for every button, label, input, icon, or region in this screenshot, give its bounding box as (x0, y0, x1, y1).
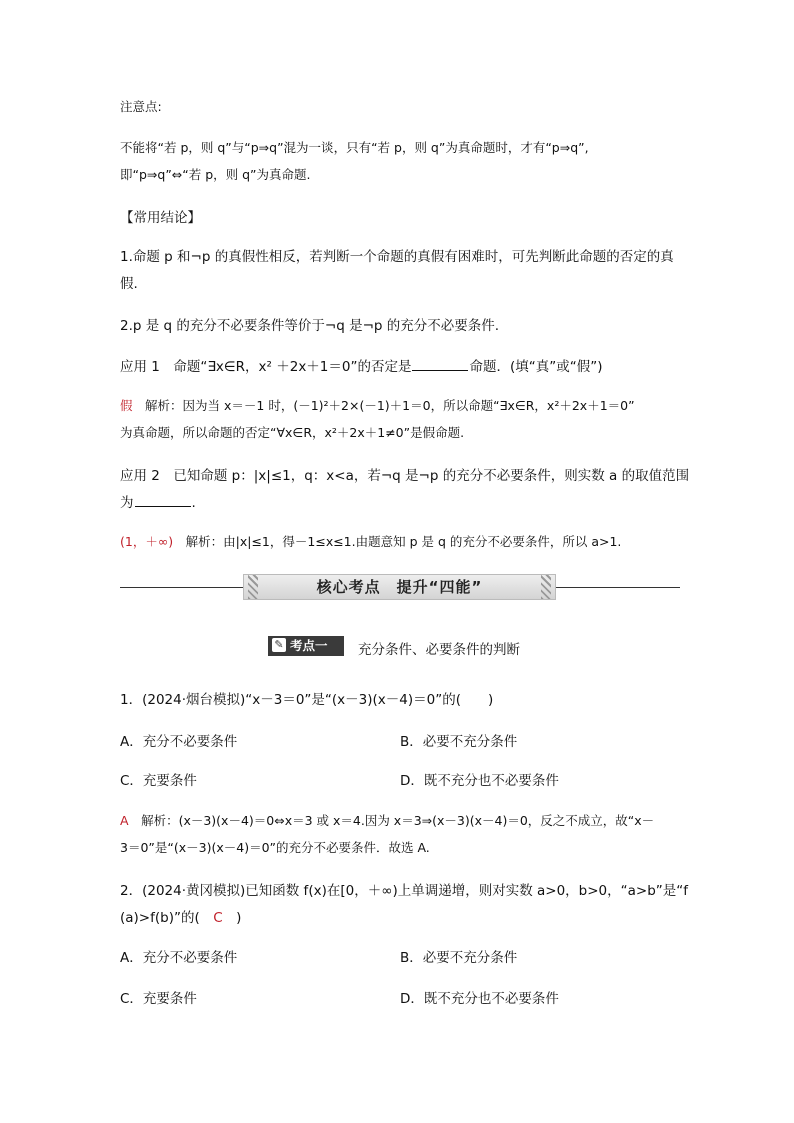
q2-stem-line-2 (120, 906, 241, 926)
section-title: 充分条件、必要条件的判断 (358, 642, 520, 658)
banner-stripe-left (248, 575, 258, 599)
q1-analysis-line-1 (120, 811, 654, 829)
q1-analysis-text: 解析：(x－3)(x－4)＝0⇔x＝3 或 x＝4.因为 x＝3⇒(x－3)(x－4)＝0，反之不成立，故“x－ (141, 813, 655, 828)
q1-option-c: C．充要条件 (120, 773, 197, 789)
q1-option-a: A．充分不必要条件 (120, 734, 238, 750)
section-tag (268, 636, 344, 656)
conclusion-1-line-2: 假. (120, 276, 138, 292)
app2-answer: (1，＋∞) (120, 534, 174, 549)
notes-heading: 注意点: (120, 99, 162, 114)
q2-option-c: C．充要条件 (120, 991, 197, 1007)
banner-stripe-right (541, 575, 551, 599)
conclusion-1-line-1: 1.命题 p 和¬p 的真假性相反，若判断一个命题的真假有困难时，可先判断此命题的否定的真 (120, 249, 674, 265)
q2-stem-line-1: 2．(2024·黄冈模拟)已知函数 f(x)在[0，＋∞)上单调递增，则对实数 a>0，b>0，“a>b”是“f (120, 883, 689, 899)
q1-option-b: B．必要不充分条件 (400, 734, 518, 750)
banner-rule-right (556, 587, 680, 588)
banner-title: 核心考点 提升“四能” (316, 578, 483, 596)
app1-analysis-line-2: 为真命题，所以命题的否定“∀x∈R，x²＋2x＋1≠0”是假命题. (120, 425, 465, 440)
conclusion-2: 2.p 是 q 的充分不必要条件等价于¬q 是¬p 的充分不必要条件. (120, 318, 500, 334)
app2-analysis-text: 解析：由|x|≤1，得－1≤x≤1.由题意知 p 是 q 的充分不必要条件，所以 a>1. (185, 534, 622, 549)
app1-answer-blank (412, 358, 468, 371)
app2-question-line-1: 应用 2 已知命题 p：|x|≤1，q：x<a，若¬q 是¬p 的充分不必要条件，则实数 a 的取值范围 (120, 468, 690, 484)
notes-line-2: 即“p⇒q”⇔“若 p，则 q”为真命题. (120, 167, 311, 182)
q1-option-d: D．既不充分也不必要条件 (400, 773, 559, 789)
app1-analysis-line-1 (120, 396, 635, 414)
app1-question (120, 355, 603, 375)
banner-rule-left (120, 587, 243, 588)
app1-analysis-text: 解析：因为当 x＝－1 时，(－1)²＋2×(－1)＋1＝0，所以命题“∃x∈R，x²＋2x＋1＝0” (145, 398, 635, 413)
app2-analysis (120, 532, 621, 550)
q2-option-d: D．既不充分也不必要条件 (400, 991, 559, 1007)
app2-question-after: . (191, 495, 196, 511)
pencil-icon: ✎ (272, 638, 286, 652)
q1-stem: 1．(2024·烟台模拟)“x－3＝0”是“(x－3)(x－4)＝0”的( ) (120, 692, 494, 708)
q2-stem-before: (a)>f(b)”的( (120, 910, 200, 926)
section-banner (243, 574, 556, 600)
app1-answer: 假 (120, 398, 133, 413)
q2-answer: C (213, 910, 223, 926)
notes-line-1: 不能将“若 p，则 q”与“p⇒q”混为一谈，只有“若 p，则 q”为真命题时，才有“p⇒q”, (120, 140, 589, 155)
conclusions-heading: 【常用结论】 (120, 210, 201, 226)
app1-question-after: 命题．(填“真”或“假”) (469, 359, 603, 375)
app1-question-before: 应用 1 命题“∃x∈R，x² ＋2x＋1＝0”的否定是 (120, 359, 412, 375)
section-tag-label: 考点一 (290, 638, 328, 653)
app2-question-before: 为 (120, 495, 134, 511)
app2-answer-blank (135, 494, 191, 507)
q2-option-b: B．必要不充分条件 (400, 950, 518, 966)
q2-option-a: A．充分不必要条件 (120, 950, 238, 966)
q1-answer: A (120, 813, 129, 828)
q1-analysis-line-2: 3＝0”是“(x－3)(x－4)＝0”的充分不必要条件．故选 A. (120, 840, 430, 855)
q2-stem-after: ) (236, 910, 242, 926)
app2-question-line-2 (120, 491, 196, 511)
